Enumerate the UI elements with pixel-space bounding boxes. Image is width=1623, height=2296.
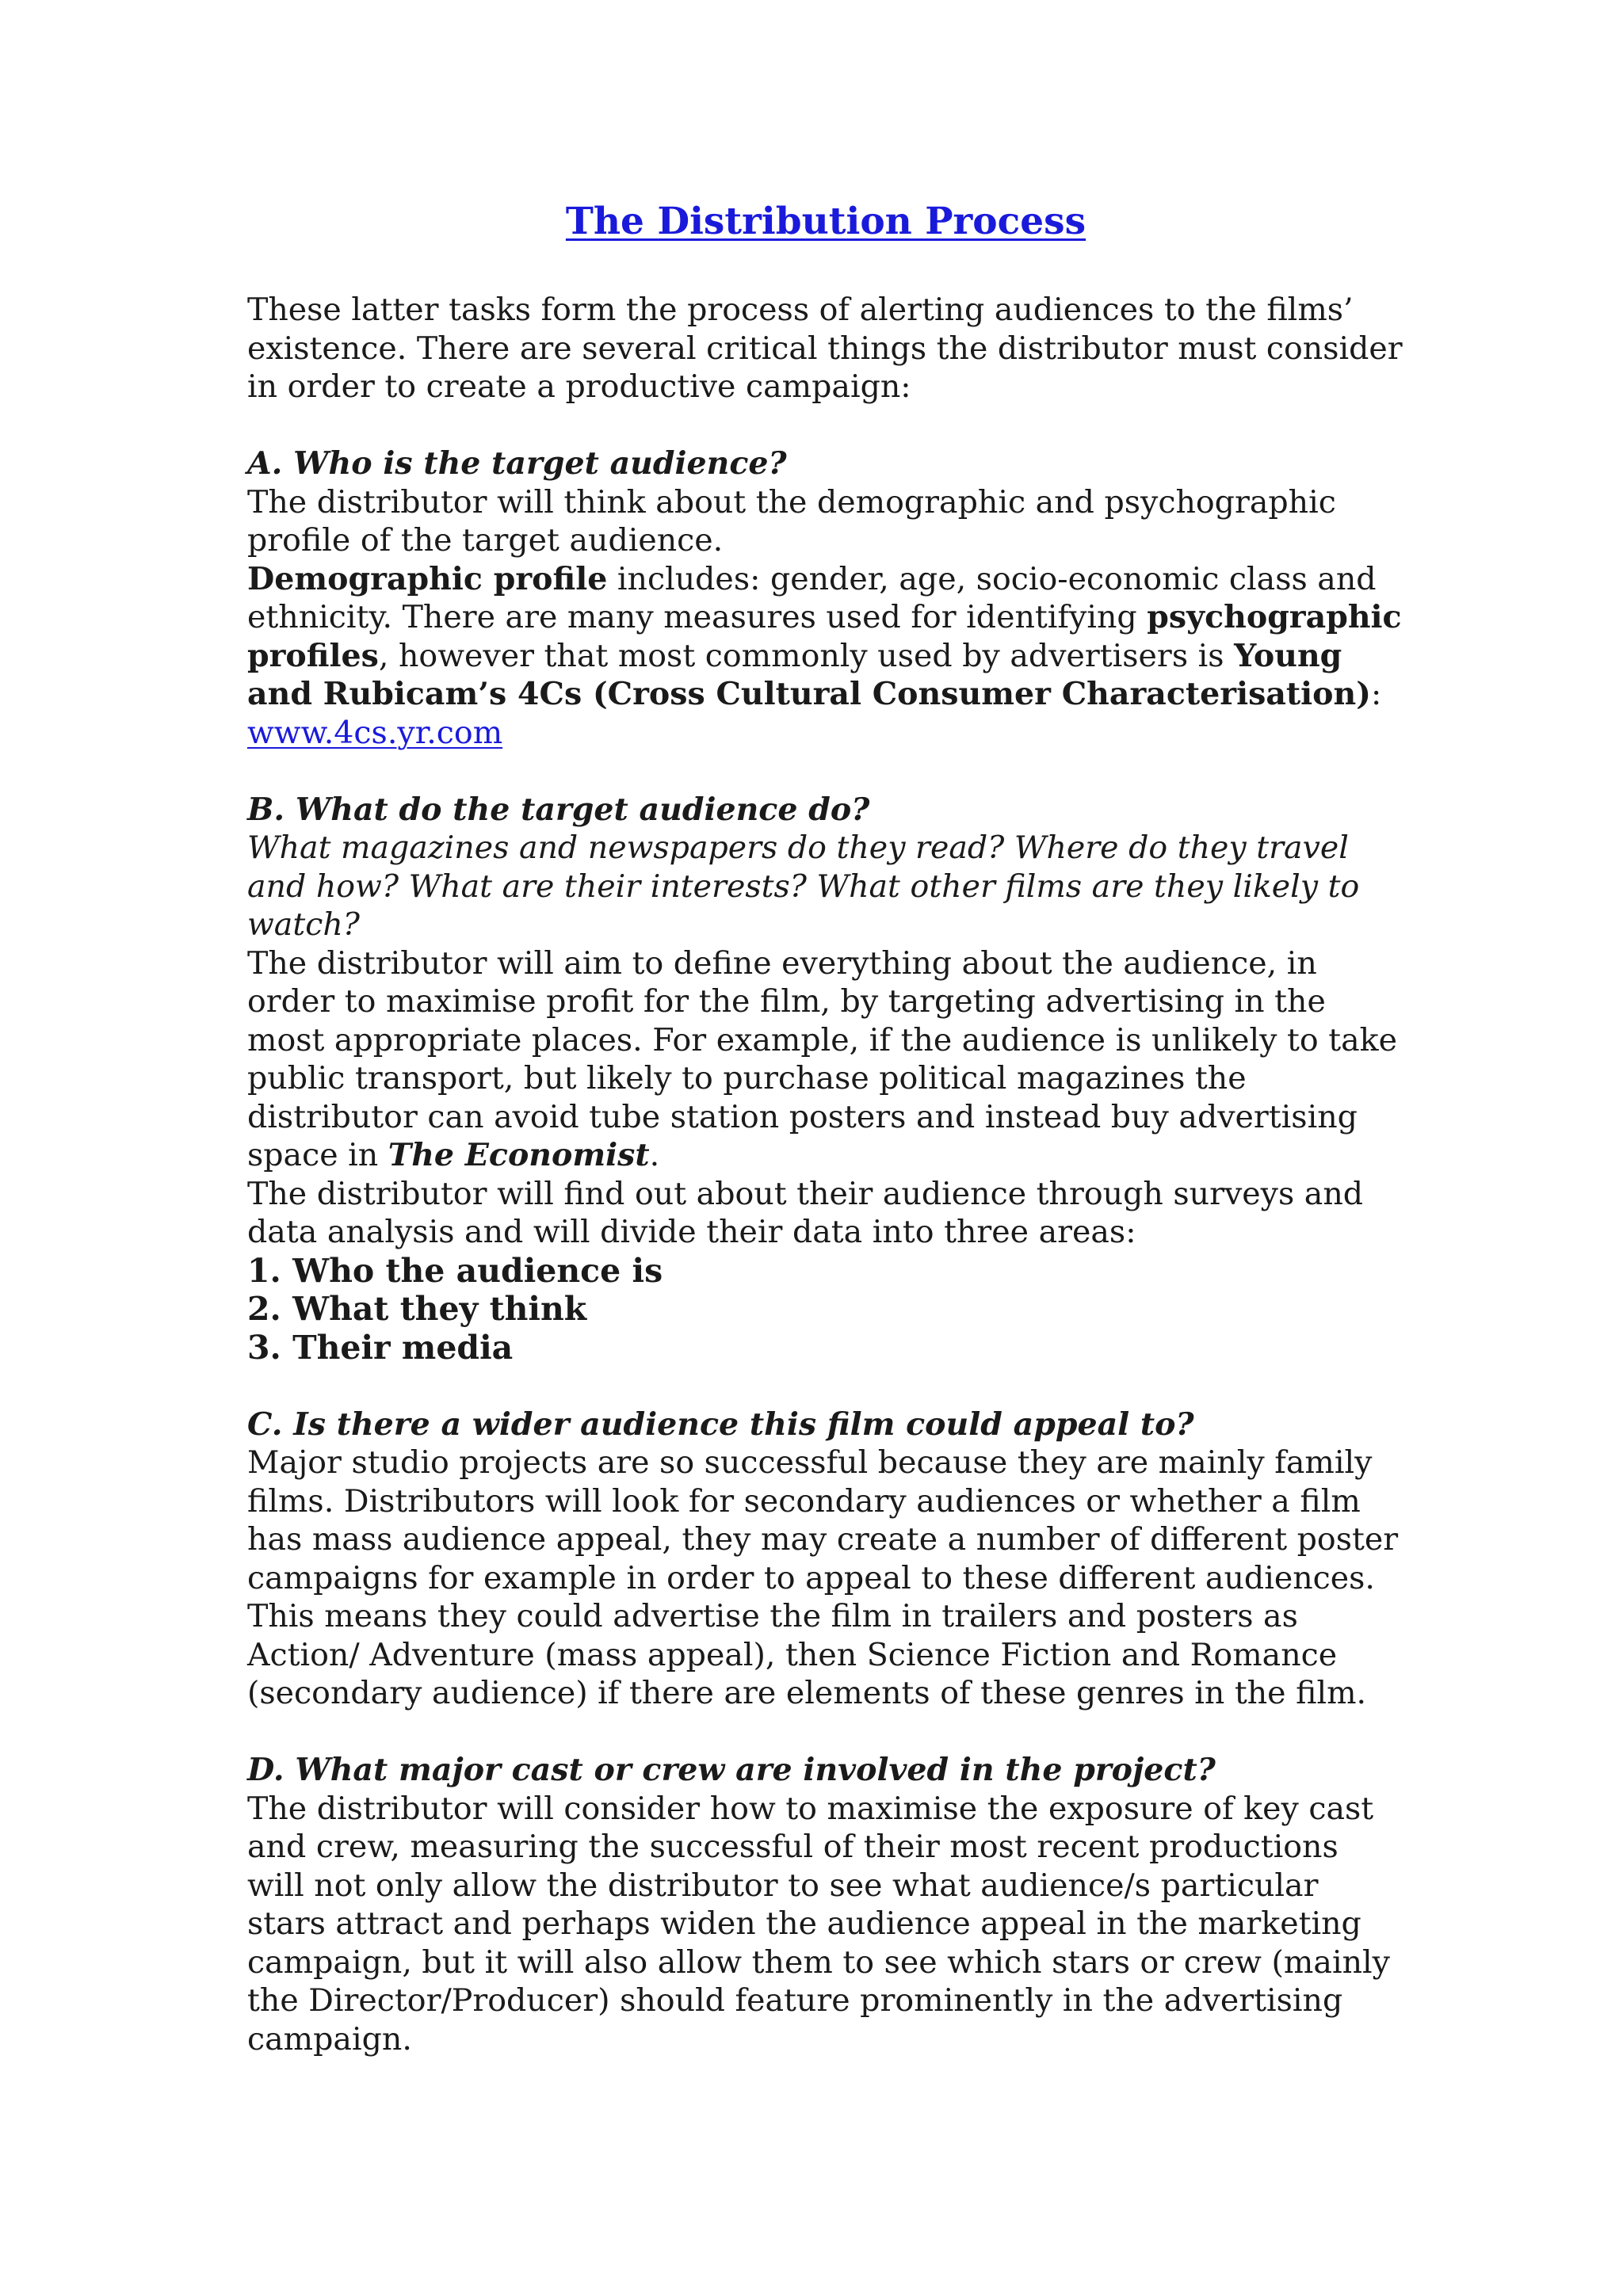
- list-item: 1. Who the audience is: [247, 1251, 663, 1290]
- list-item: 3. Their media: [247, 1328, 514, 1367]
- spacer: [247, 406, 1404, 445]
- section-b-heading: B. What do the target audience do?: [247, 791, 870, 828]
- page-title: The Distribution Process: [565, 200, 1086, 243]
- section-b-paragraph-text: The distributor will aim to define everything about the audience, in order to maximise profit for the film, by targeting advertising in the most appropriate places. For example, if the audience is unlikely to take public transport, but likely to purchase political magazines the distributor can avoid tube station posters and instead buy advertising space in: [247, 944, 1397, 1173]
- section-c-paragraph: Major studio projects are so successful because they are mainly family films. Distributors will look for secondary audiences or whether a film has mass audience appeal, they may create a number of different poster campaigns for example in order to appeal to these different audiences. This means they could advertise the film in trailers and posters as Action/ Adventure (mass appeal), then Science Fiction and Romance (secondary audience) if there are elements of these genres in the film.: [247, 1444, 1399, 1711]
- document-page: [247, 194, 1404, 2058]
- section-c-heading: C. Is there a wider audience this film could appeal to?: [247, 1405, 1194, 1443]
- section-b-questions: What magazines and newspapers do they read? Where do they travel and how? What are their interests? What other films are they likely to watch?: [247, 830, 1360, 943]
- section-d-heading: D. What major cast or crew are involved in the project?: [247, 1752, 1216, 1788]
- section-b-data-paragraph: The distributor will find out about their audience through surveys and data analysis and will divide their data into three areas:: [247, 1175, 1364, 1250]
- colon-separator: :: [1370, 676, 1382, 712]
- section-a-profiles-paragraph: [247, 560, 1404, 753]
- psychographic-profiles-term: psychographic profiles: [247, 599, 1402, 674]
- young-rubicam-term: Young and Rubicam’s 4Cs (Cross Cultural Consumer Characterisation): [247, 637, 1371, 712]
- section-d-paragraph: The distributor will consider how to maximise the exposure of key cast and crew, measuring the successful of their most recent productions will not only allow the distributor to see what audience/s particular stars attract and perhaps widen the audience appeal in the marketing campaign, but it will also allow them to see which stars or crew (mainly the Director/Producer) should feature prominently in the advertising campaign.: [247, 1790, 1390, 2058]
- demographic-profile-term: Demographic profile: [247, 560, 608, 597]
- section-a-heading: A. Who is the target audience?: [247, 445, 787, 482]
- spacer: [247, 1713, 1404, 1752]
- 4cs-website-link[interactable]: www.4cs.yr.com: [247, 714, 503, 751]
- list-item: 2. What they think: [247, 1290, 587, 1328]
- psychographic-mid-text: , however that most commonly used by advertisers is: [378, 637, 1235, 674]
- section-a-paragraph: The distributor will think about the demographic and psychographic profile of the target audience.: [247, 483, 1336, 559]
- psychographic-intro-text: There are many measures used for identifying: [392, 599, 1148, 635]
- intro-paragraph: These latter tasks form the process of alerting audiences to the films’ existence. There are several critical things the distributor must consider in order to create a productive campaign:: [247, 292, 1403, 405]
- spacer: [247, 1367, 1404, 1405]
- spacer: [247, 752, 1404, 791]
- the-economist-title: The Economist: [388, 1137, 650, 1173]
- demographic-profile-text: includes: gender, age, socio-economic class and ethnicity.: [247, 560, 1377, 635]
- section-b-paragraph: [247, 944, 1404, 1175]
- section-b-paragraph-end: .: [649, 1137, 660, 1173]
